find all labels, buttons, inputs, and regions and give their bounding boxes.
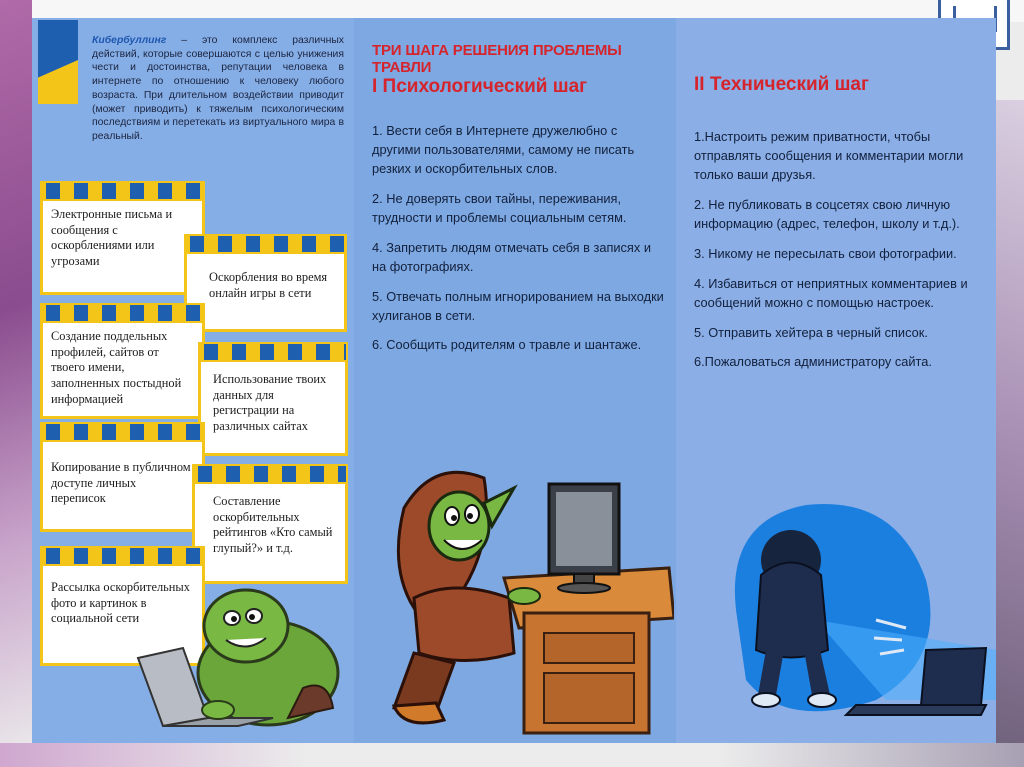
card-strip <box>192 464 348 484</box>
list-item: 5. Отправить хейтера в черный список. <box>694 324 928 340</box>
list-item: 6. Сообщить родителям о травле и шантаже. <box>372 337 642 353</box>
card-1 <box>40 181 205 295</box>
column-technical-step <box>676 18 996 743</box>
troll-at-computer-illustration <box>374 448 674 738</box>
card-strip <box>40 422 205 442</box>
ukraine-flag-icon <box>38 20 78 104</box>
technical-step-heading: II Технический шаг <box>694 74 869 95</box>
intro-definition <box>92 34 344 144</box>
background-right-decoration <box>994 100 1024 767</box>
brochure-title: ТРИ ШАГА РЕШЕНИЯ ПРОБЛЕМЫ ТРАВЛИ <box>372 42 622 76</box>
brochure-slide <box>32 18 996 743</box>
list-item: 2. Не публиковать в соцсетях свою личную информацию (адрес, телефон, школу и т.д.). <box>694 196 960 231</box>
card-text: Создание поддельных профилей, сайтов от твоего имени, заполненных постыдной информацией <box>40 323 205 419</box>
card-2 <box>184 234 347 332</box>
list-item: 1. Вести себя в Интернете дружелюбно с другими пользователями, самому не писать резких и оскорбительных слов. <box>372 123 635 176</box>
troll-with-laptop-illustration <box>128 578 348 728</box>
card-text: Электронные письма и сообщения с оскорблениями или угрозами <box>40 201 205 295</box>
card-5 <box>40 422 205 532</box>
card-text: Использование твоих данных для регистрации на различных сайтах <box>198 362 348 456</box>
card-strip <box>184 234 347 254</box>
psychological-steps-list <box>372 122 664 366</box>
list-item: 3. Никому не пересылать свои фотографии. <box>694 245 957 261</box>
card-text: Оскорбления во время онлайн игры в сети <box>184 254 347 332</box>
sad-child-illustration <box>696 500 996 725</box>
technical-steps-list <box>694 128 986 383</box>
card-3 <box>40 303 205 419</box>
card-strip <box>198 342 348 362</box>
background-bottom-decoration <box>0 743 1024 767</box>
list-item: 1.Настроить режим приватности, чтобы отправлять сообщения и комментарии могли только ваши друзья. <box>694 129 964 182</box>
card-strip <box>40 546 205 566</box>
list-item: 4. Запретить людям отмечать себя в записях и на фотографиях. <box>372 239 651 274</box>
background-left-decoration <box>0 0 32 767</box>
card-strip <box>40 181 205 201</box>
intro-text: – это комплекс различных действий, которые совершаются с целью унижения чести и достоинства, репутации человека в интернете по отношению к человеку любого возраста. При длительном воздействии приводит (может приводить) к тяжелым психологическим последствиям и перетекать из виртуального мира в реальный. <box>92 35 344 143</box>
card-strip <box>40 303 205 323</box>
psychological-step-heading: I Психологический шаг <box>372 76 588 97</box>
list-item: 2. Не доверять свои тайны, переживания, трудности и проблемы социальным сетям. <box>372 190 627 225</box>
column-cyberbullying-types <box>32 18 354 743</box>
card-text: Составление оскорбительных рейтингов «Кто самый глупый?» и т.д. <box>192 484 348 584</box>
list-item: 4. Избавиться от неприятных комментариев и сообщений можно с помощью настроек. <box>694 275 968 310</box>
card-text: Копирование в публичном доступе личных переписок <box>40 442 205 532</box>
intro-term: Кибербуллинг <box>92 35 167 46</box>
list-item: 5. Отвечать полным игнорированием на выходки хулиганов в сети. <box>372 288 664 323</box>
card-6 <box>192 464 348 584</box>
column-psychological-step <box>354 18 676 743</box>
card-text: Рассылка оскорбительных фото и картинок в социальной сети <box>40 566 205 666</box>
list-item: 6.Пожаловаться администратору сайта. <box>694 354 932 370</box>
card-4 <box>198 342 348 456</box>
